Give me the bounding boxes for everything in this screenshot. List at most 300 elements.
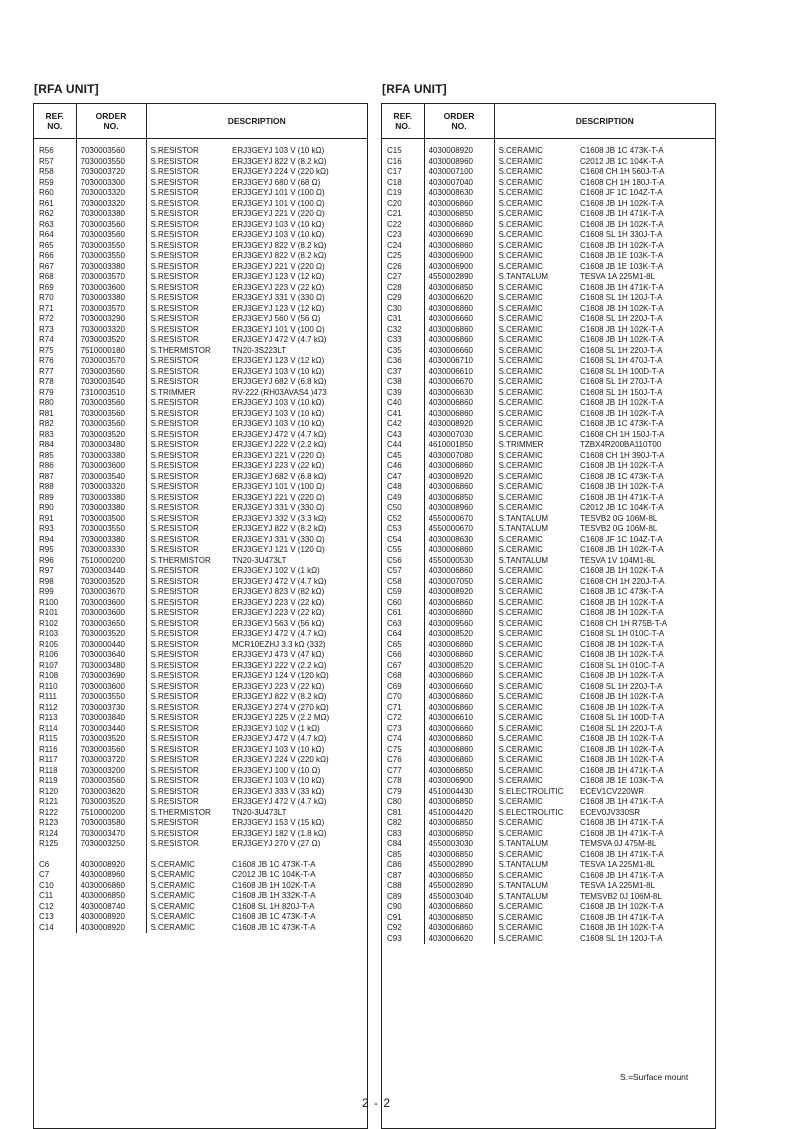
part-type-cell: S.RESISTOR xyxy=(150,261,199,271)
order-no-cell: 7030003560 xyxy=(76,419,146,430)
description-cell: C1608 CH 1H R75B-T-A xyxy=(580,618,668,628)
order-no-cell: 7030003650 xyxy=(76,619,146,630)
order-no-cell: 4030008920 xyxy=(76,923,146,934)
part-type-cell: S.CERAMIC xyxy=(498,461,543,470)
order-no-cell: 4030008520 xyxy=(424,661,494,672)
part-type-cell: S.RESISTOR xyxy=(150,146,199,155)
description-cell: C1608 CH 1H 220J-T-A xyxy=(580,576,665,586)
header-order-line2: NO. xyxy=(103,121,119,131)
part-type-cell: S.RESISTOR xyxy=(150,503,199,512)
description-cell: ERJ3GEYJ 223 V (22 kΩ) xyxy=(232,681,325,691)
table-row xyxy=(34,902,367,913)
ref-no-cell: C69 xyxy=(382,682,424,693)
ref-no-cell: R64 xyxy=(34,230,76,241)
description-cell: C1608 SL 1H 270J-T-A xyxy=(580,377,663,386)
description-cell: ERJ3GEYJ 102 V (1 kΩ) xyxy=(232,566,320,575)
table-row xyxy=(382,178,715,189)
header-ref-line2: NO. xyxy=(47,121,63,131)
part-type-cell: S.CERAMIC xyxy=(498,366,543,376)
table-row xyxy=(382,629,715,640)
description-cell: C1608 JB 1H 102K-T-A xyxy=(580,734,664,743)
part-type-cell: S.ELECTROLITIC xyxy=(498,807,564,817)
part-type-cell: S.RESISTOR xyxy=(150,198,199,208)
table-row xyxy=(34,556,367,567)
ref-no-cell: R78 xyxy=(34,377,76,388)
part-type-cell: S.CERAMIC xyxy=(498,755,543,764)
table-row xyxy=(34,377,367,388)
table-row xyxy=(34,734,367,745)
part-type-cell: S.RESISTOR xyxy=(150,429,199,439)
ref-no-cell: C83 xyxy=(382,829,424,840)
page-number: 2 - 2 xyxy=(362,1096,392,1110)
description-cell: C1608 JF 1C 104Z-T-A xyxy=(580,188,663,197)
ref-no-cell: C84 xyxy=(382,839,424,850)
table-row xyxy=(382,314,715,325)
part-type-cell: S.CERAMIC xyxy=(498,450,543,460)
ref-no-cell: R106 xyxy=(34,650,76,661)
order-no-cell: 4030008960 xyxy=(424,503,494,514)
ref-no-cell: C49 xyxy=(382,493,424,504)
order-no-cell: 4030006850 xyxy=(424,850,494,861)
table-row xyxy=(382,262,715,273)
part-type-cell: S.TANTALUM xyxy=(498,272,548,281)
part-type-cell: S.RESISTOR xyxy=(150,356,199,365)
description-cell: ERJ3GEYJ 100 V (10 Ω) xyxy=(232,765,321,775)
ref-no-cell: C29 xyxy=(382,293,424,304)
part-type-cell: S.RESISTOR xyxy=(150,608,199,617)
order-no-cell: 7030003380 xyxy=(76,503,146,514)
ref-no-cell: R76 xyxy=(34,356,76,367)
order-no-cell: 4030006850 xyxy=(424,871,494,882)
ref-no-cell: C30 xyxy=(382,304,424,315)
part-type-cell: S.CERAMIC xyxy=(498,912,543,922)
description-cell: C1608 JB 1C 473K-T-A xyxy=(232,922,316,932)
order-no-cell: 4030006900 xyxy=(424,262,494,273)
ref-no-cell: C42 xyxy=(382,419,424,430)
table-row xyxy=(34,650,367,661)
ref-no-cell: C72 xyxy=(382,713,424,724)
description-cell: ERJ3GEYJ 270 V (27 Ω) xyxy=(232,839,321,848)
order-no-cell: 7030003670 xyxy=(76,587,146,598)
description-cell: ERJ3GEYJ 123 V (12 kΩ) xyxy=(232,272,325,281)
ref-no-cell: C46 xyxy=(382,461,424,472)
order-no-cell: 4030006850 xyxy=(424,797,494,808)
order-no-cell: 4030006610 xyxy=(424,367,494,378)
ref-no-cell: R56 xyxy=(34,139,76,157)
order-no-cell: 7030003440 xyxy=(76,724,146,735)
description-cell: ERJ3GEYJ 333 V (33 kΩ) xyxy=(232,786,325,796)
description-cell: ERJ3GEYJ 822 V (8.2 kΩ) xyxy=(232,524,327,533)
table-row xyxy=(382,598,715,609)
table-row xyxy=(382,902,715,913)
part-type-cell: S.RESISTOR xyxy=(150,639,199,649)
part-type-cell: S.TANTALUM xyxy=(498,891,548,901)
ref-no-cell: R63 xyxy=(34,220,76,231)
description-cell: C1608 JB 1C 473K-T-A xyxy=(580,419,664,428)
order-no-cell: 7030003540 xyxy=(76,377,146,388)
order-no-cell: 4030006860 xyxy=(424,325,494,336)
order-no-cell: 4030008630 xyxy=(424,535,494,546)
description-cell: ERJ3GEYJ 102 V (1 kΩ) xyxy=(232,723,320,733)
description-cell: TN20-3U473LT xyxy=(232,807,287,817)
order-no-cell: 4030006860 xyxy=(424,304,494,315)
part-type-cell: S.RESISTOR xyxy=(150,219,199,229)
description-cell: ERJ3GEYJ 332 V (3.3 kΩ) xyxy=(232,513,327,523)
ref-no-cell: R86 xyxy=(34,461,76,472)
part-type-cell: S.CERAMIC xyxy=(498,650,543,659)
ref-no-cell: R77 xyxy=(34,367,76,378)
description-cell: ERJ3GEYJ 222 V (2.2 kΩ) xyxy=(232,440,327,449)
description-cell: C1608 JB 1H 102K-T-A xyxy=(580,692,664,701)
ref-no-cell: C60 xyxy=(382,598,424,609)
description-cell: C2012 JB 1C 104K-T-A xyxy=(580,503,664,512)
description-cell: ERJ3GEYJ 822 V (8.2 kΩ) xyxy=(232,251,327,260)
part-type-cell: S.CERAMIC xyxy=(498,177,543,187)
part-type-cell: S.CERAMIC xyxy=(498,303,543,313)
table-row xyxy=(382,556,715,567)
description-cell: TESVA 1A 225M1-8L xyxy=(580,881,656,890)
header-ref-no xyxy=(34,104,76,139)
part-type-cell: S.RESISTOR xyxy=(150,240,199,250)
description-cell: C1608 SL 1H 220J-T-A xyxy=(580,723,663,733)
part-type-cell: S.CERAMIC xyxy=(498,156,543,166)
description-cell: C1608 JB 1H 332K-T-A xyxy=(232,891,316,900)
table-row xyxy=(34,755,367,766)
order-no-cell: 4550003040 xyxy=(424,892,494,903)
order-no-cell: 7030003620 xyxy=(76,787,146,798)
table-row xyxy=(382,829,715,840)
table-row xyxy=(382,367,715,378)
table-row xyxy=(34,493,367,504)
part-type-cell: S.RESISTOR xyxy=(150,513,199,523)
order-no-cell: 4030008960 xyxy=(424,157,494,168)
table-row xyxy=(34,220,367,231)
part-type-cell: S.RESISTOR xyxy=(150,545,199,554)
ref-no-cell: C17 xyxy=(382,167,424,178)
part-type-cell: S.RESISTOR xyxy=(150,303,199,313)
ref-no-cell: R117 xyxy=(34,755,76,766)
parts-table-left xyxy=(33,103,368,1129)
description-cell: ERJ3GEYJ 472 V (4.7 kΩ) xyxy=(232,797,327,806)
order-no-cell: 7030003380 xyxy=(76,262,146,273)
description-cell: C1608 JB 1C 473K-T-A xyxy=(232,912,316,921)
part-type-cell: S.CERAMIC xyxy=(498,146,543,155)
order-no-cell: 4030006860 xyxy=(424,220,494,231)
table-row xyxy=(382,346,715,357)
table-row xyxy=(34,923,367,934)
ref-no-cell: C75 xyxy=(382,745,424,756)
ref-no-cell: R65 xyxy=(34,241,76,252)
order-no-cell: 4030006860 xyxy=(424,650,494,661)
order-no-cell: 4030006660 xyxy=(424,346,494,357)
ref-no-cell: R88 xyxy=(34,482,76,493)
order-no-cell: 7030003380 xyxy=(76,209,146,220)
part-type-cell: S.CERAMIC xyxy=(498,324,543,334)
part-type-cell: S.CERAMIC xyxy=(498,293,543,302)
order-no-cell: 7030003520 xyxy=(76,577,146,588)
description-cell: C2012 JB 1C 104K-T-A xyxy=(232,870,316,879)
table-row xyxy=(382,514,715,525)
description-cell: C1608 JB 1H 102K-T-A xyxy=(580,902,664,911)
order-no-cell: 7030003600 xyxy=(76,608,146,619)
order-no-cell: 4030007080 xyxy=(424,451,494,462)
table-row xyxy=(382,923,715,934)
description-cell: C1608 JB 1H 102K-T-A xyxy=(580,482,664,491)
order-no-cell: 4550002890 xyxy=(424,860,494,871)
table-row xyxy=(34,139,367,157)
order-no-cell: 4030006860 xyxy=(424,335,494,346)
table-row xyxy=(34,870,367,881)
description-cell: C1608 JF 1C 104Z-T-A xyxy=(580,534,663,544)
ref-no-cell: C41 xyxy=(382,409,424,420)
ref-no-cell: C14 xyxy=(34,923,76,934)
unit-title-right: [RFA UNIT] xyxy=(382,82,447,96)
ref-no-cell: C43 xyxy=(382,430,424,441)
ref-no-cell: C22 xyxy=(382,220,424,231)
table-row xyxy=(382,577,715,588)
part-type-cell: S.RESISTOR xyxy=(150,408,199,418)
order-no-cell: 7030003690 xyxy=(76,671,146,682)
ref-no-cell: R122 xyxy=(34,808,76,819)
order-no-cell: 4030006850 xyxy=(424,209,494,220)
order-no-cell: 7030003640 xyxy=(76,650,146,661)
ref-no-cell: R71 xyxy=(34,304,76,315)
order-no-cell: 7030003580 xyxy=(76,818,146,829)
part-type-cell: S.RESISTOR xyxy=(150,398,199,407)
order-no-cell: 4030006860 xyxy=(424,566,494,577)
description-cell: ERJ3GEYJ 472 V (4.7 kΩ) xyxy=(232,734,327,743)
order-no-cell: 4550000530 xyxy=(424,556,494,567)
description-cell: C1608 JB 1H 471K-T-A xyxy=(580,492,664,502)
table-row xyxy=(382,892,715,903)
description-cell: ERJ3GEYJ 103 V (10 kΩ) xyxy=(232,408,325,418)
part-type-cell: S.CERAMIC xyxy=(150,859,195,869)
ref-no-cell: C27 xyxy=(382,272,424,283)
part-type-cell: S.RESISTOR xyxy=(150,681,199,691)
surface-mount-footnote: S.=Surface mount xyxy=(620,1072,689,1082)
description-cell: C1608 JB 1H 102K-T-A xyxy=(580,597,664,607)
order-no-cell: 7030003560 xyxy=(76,220,146,231)
order-no-cell: 7030003560 xyxy=(76,745,146,756)
order-no-cell: 7030003840 xyxy=(76,713,146,724)
table-row xyxy=(34,157,367,168)
part-type-cell: S.RESISTOR xyxy=(150,450,199,460)
table-row xyxy=(34,891,367,902)
order-no-cell: 7030003550 xyxy=(76,157,146,168)
part-type-cell: S.RESISTOR xyxy=(150,419,199,428)
order-no-cell: 4030006860 xyxy=(424,545,494,556)
order-no-cell: 4030006850 xyxy=(424,829,494,840)
order-no-cell: 7030003470 xyxy=(76,829,146,840)
order-no-cell: 4030006860 xyxy=(424,755,494,766)
table-row xyxy=(34,629,367,640)
table-row xyxy=(34,188,367,199)
table-row xyxy=(34,535,367,546)
table-row xyxy=(34,335,367,346)
ref-no-cell: C65 xyxy=(382,640,424,651)
table-row xyxy=(34,293,367,304)
description-cell: C1608 JB 1H 102K-T-A xyxy=(580,219,664,229)
table-row xyxy=(34,367,367,378)
order-no-cell: 4550000670 xyxy=(424,524,494,535)
ref-no-cell: R90 xyxy=(34,503,76,514)
ref-no-cell: C25 xyxy=(382,251,424,262)
table-row xyxy=(34,787,367,798)
ref-no-cell: R103 xyxy=(34,629,76,640)
table-row xyxy=(34,262,367,273)
ref-no-cell: C23 xyxy=(382,230,424,241)
order-no-cell: 4030008630 xyxy=(424,188,494,199)
description-cell: C1608 JB 1H 102K-T-A xyxy=(580,755,664,764)
ref-no-cell: R94 xyxy=(34,535,76,546)
order-no-cell: 4030006690 xyxy=(424,230,494,241)
ref-no-cell: C19 xyxy=(382,188,424,199)
description-cell: ERJ3GEYJ 103 V (10 kΩ) xyxy=(232,744,325,754)
description-cell: C1608 JB 1H 102K-T-A xyxy=(580,398,664,407)
description-cell: C1608 JB 1H 102K-T-A xyxy=(580,566,664,575)
ref-no-cell: C21 xyxy=(382,209,424,220)
ref-no-cell: C52 xyxy=(382,514,424,525)
ref-no-cell: C88 xyxy=(382,881,424,892)
table-row xyxy=(382,493,715,504)
table-row xyxy=(34,587,367,598)
description-cell: C1608 SL 1H 820J-T-A xyxy=(232,901,315,911)
table-row xyxy=(34,829,367,840)
table-row xyxy=(34,398,367,409)
order-no-cell: 4550000670 xyxy=(424,514,494,525)
description-cell: TZBX4R200BA110T00 xyxy=(580,440,662,449)
description-cell: ERJ3GEYJ 103 V (10 kΩ) xyxy=(232,776,325,785)
part-type-cell: S.CERAMIC xyxy=(498,398,543,407)
part-type-cell: S.CERAMIC xyxy=(498,167,543,176)
table-row xyxy=(382,913,715,924)
ref-no-cell: R112 xyxy=(34,703,76,714)
order-no-cell: 7030003520 xyxy=(76,335,146,346)
table-row xyxy=(34,766,367,777)
ref-no-cell: C57 xyxy=(382,566,424,577)
table-row xyxy=(34,808,367,819)
table-row xyxy=(34,314,367,325)
order-no-cell: 4030007040 xyxy=(424,178,494,189)
order-no-cell: 4030006860 xyxy=(424,398,494,409)
part-type-cell: S.CERAMIC xyxy=(498,566,543,575)
part-type-cell: S.CERAMIC xyxy=(498,219,543,229)
ref-no-cell: R116 xyxy=(34,745,76,756)
order-no-cell: 4030006860 xyxy=(424,482,494,493)
part-type-cell: S.CERAMIC xyxy=(498,713,543,722)
ref-no-cell: C90 xyxy=(382,902,424,913)
ref-no-cell: C53 xyxy=(382,524,424,535)
table-row xyxy=(34,912,367,923)
table-row xyxy=(382,587,715,598)
description-cell: TN20-3S223LT xyxy=(232,345,287,355)
part-type-cell: S.CERAMIC xyxy=(498,776,543,785)
order-no-cell: 7510000180 xyxy=(76,346,146,357)
part-type-cell: S.RESISTOR xyxy=(150,765,199,775)
ref-no-cell: C81 xyxy=(382,808,424,819)
part-type-cell: S.CERAMIC xyxy=(498,209,543,218)
table-row xyxy=(34,566,367,577)
ref-no-cell: R70 xyxy=(34,293,76,304)
part-type-cell: S.RESISTOR xyxy=(150,335,199,344)
part-type-cell: S.CERAMIC xyxy=(498,671,543,680)
order-no-cell: 4030007050 xyxy=(424,577,494,588)
order-no-cell: 4030006660 xyxy=(424,314,494,325)
part-type-cell: S.RESISTOR xyxy=(150,629,199,638)
ref-no-cell: C40 xyxy=(382,398,424,409)
order-no-cell: 7030003200 xyxy=(76,766,146,777)
table-row xyxy=(382,325,715,336)
order-no-cell: 7030003600 xyxy=(76,598,146,609)
part-type-cell: S.THERMISTOR xyxy=(150,345,211,355)
table-row xyxy=(382,472,715,483)
part-type-cell: S.CERAMIC xyxy=(498,482,543,491)
description-cell: ERJ3GEYJ 101 V (100 Ω) xyxy=(232,198,325,208)
description-cell: TESVA 1V 104M1-8L xyxy=(580,555,656,565)
description-cell: ERJ3GEYJ 223 V (22 kΩ) xyxy=(232,282,325,292)
description-cell: C1608 SL 1H 330J-T-A xyxy=(580,230,663,239)
description-cell: C1608 JB 1H 471K-T-A xyxy=(580,828,664,838)
header-order-no xyxy=(76,104,146,139)
table-row xyxy=(382,818,715,829)
table-row xyxy=(382,745,715,756)
part-type-cell: S.CERAMIC xyxy=(498,597,543,607)
part-type-cell: S.RESISTOR xyxy=(150,786,199,796)
description-cell: C1608 JB 1H 471K-T-A xyxy=(580,912,664,922)
part-type-cell: S.THERMISTOR xyxy=(150,807,211,817)
table-row xyxy=(382,230,715,241)
table-row xyxy=(34,619,367,630)
description-cell: ERJ3GEYJ 472 V (4.7 kΩ) xyxy=(232,629,327,638)
ref-no-cell: C24 xyxy=(382,241,424,252)
ref-no-cell: C56 xyxy=(382,556,424,567)
part-type-cell: S.CERAMIC xyxy=(498,902,543,911)
description-cell: C1608 JB 1E 103K-T-A xyxy=(580,261,664,271)
table-row xyxy=(382,703,715,714)
description-cell: C1608 CH 1H 560J-T-A xyxy=(580,167,665,176)
ref-no-cell: R75 xyxy=(34,346,76,357)
table-row xyxy=(382,535,715,546)
table-row xyxy=(382,209,715,220)
part-type-cell: S.CERAMIC xyxy=(498,639,543,649)
part-type-cell: S.RESISTOR xyxy=(150,230,199,239)
description-cell: ERJ3GEYJ 123 V (12 kΩ) xyxy=(232,303,325,313)
table-row xyxy=(34,661,367,672)
description-cell: C1608 JB 1E 103K-T-A xyxy=(580,776,664,785)
unit-title-left: [RFA UNIT] xyxy=(34,82,99,96)
order-no-cell: 4030006860 xyxy=(424,241,494,252)
empty-cell xyxy=(34,850,76,860)
description-cell: C1608 JB 1H 102K-T-A xyxy=(580,545,664,554)
part-type-cell: S.CERAMIC xyxy=(498,576,543,586)
order-no-cell: 4550002890 xyxy=(424,272,494,283)
ref-no-cell: R79 xyxy=(34,388,76,399)
order-no-cell: 4030007030 xyxy=(424,430,494,441)
ref-no-cell: C33 xyxy=(382,335,424,346)
ref-no-cell: C67 xyxy=(382,661,424,672)
ref-no-cell: C20 xyxy=(382,199,424,210)
description-cell: TEMSVA 0J 475M-8L xyxy=(580,839,657,848)
order-no-cell: 4030006900 xyxy=(424,251,494,262)
part-type-cell: S.TANTALUM xyxy=(498,524,548,533)
table-spacer-row xyxy=(34,850,367,860)
order-no-cell: 7030003520 xyxy=(76,629,146,640)
description-cell: C1608 SL 1H 100D-T-A xyxy=(580,713,665,722)
parts-list-left xyxy=(34,139,367,934)
part-type-cell: S.RESISTOR xyxy=(150,839,199,848)
order-no-cell: 4030006850 xyxy=(424,766,494,777)
order-no-cell: 4030006660 xyxy=(424,682,494,693)
